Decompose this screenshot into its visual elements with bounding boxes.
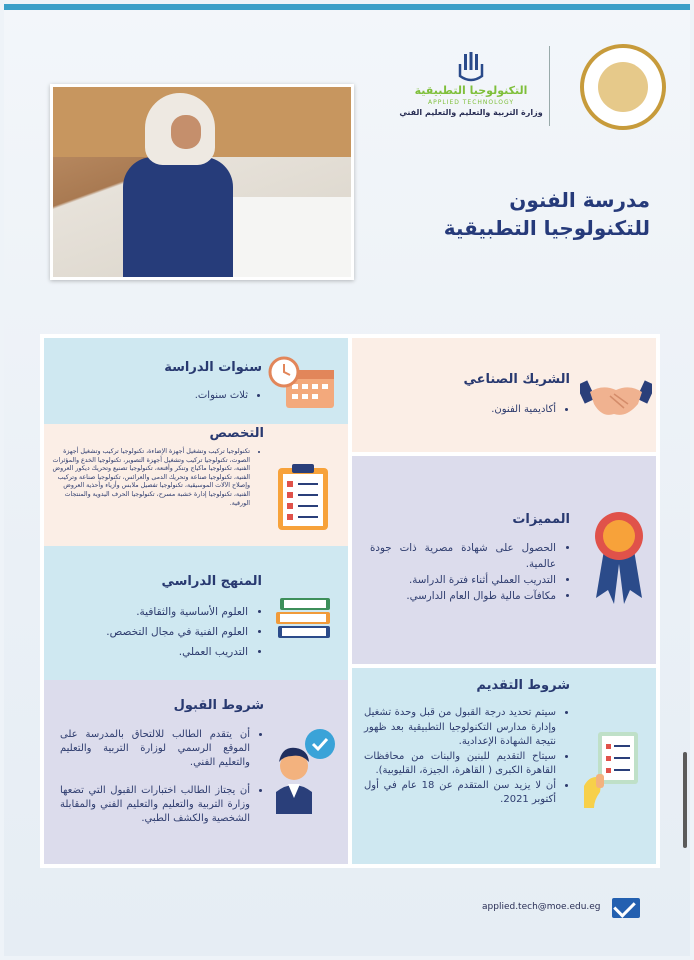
ministry-emblem-icon	[580, 44, 666, 130]
flyer-page	[4, 4, 690, 956]
list-item: • أن يجتاز الطالب اختبارات القبول التي تضعها وزارة التربية والتعليم والتعليم الفني والمقابلة الشخصية والكشف الطبي.	[60, 784, 250, 826]
admission-section	[44, 680, 348, 864]
logo-divider	[549, 46, 550, 126]
application-list	[364, 706, 570, 808]
admission-title: شروط القبول	[173, 698, 264, 713]
list-item: • أكاديمية الفنون.	[370, 402, 556, 417]
list-item: • الحصول على شهادة مصرية ذات جودة عالمية.	[370, 540, 556, 572]
years-list	[62, 388, 262, 403]
top-accent-bar	[4, 4, 690, 10]
checklist-hand-icon	[580, 728, 642, 810]
logo-header	[396, 44, 666, 134]
specialization-title: التخصص	[209, 426, 264, 441]
curriculum-title: المنهج الدراسي	[161, 574, 262, 589]
years-title: سنوات الدراسة	[164, 360, 262, 375]
student-photo	[50, 84, 354, 280]
books-icon	[274, 594, 334, 644]
list-item: • أن يتقدم الطالب للالتحاق بالمدرسة على الموقع الرسمي لوزارة التربية والتعليم والتعليم الفني.	[60, 728, 250, 770]
features-list	[370, 540, 570, 604]
specialization-list	[52, 448, 264, 508]
school-title-line1: مدرسة الفنون	[509, 188, 650, 212]
applied-technology-logo-icon	[456, 50, 486, 86]
clipboard-icon	[276, 462, 330, 532]
application-title: شروط التقديم	[476, 678, 570, 693]
ministry-name: وزارة التربية والتعليم والتعليم الفني	[399, 108, 543, 117]
application-section	[352, 668, 656, 864]
scrollbar[interactable]	[683, 752, 687, 848]
list-item: • ثلاث سنوات.	[62, 388, 248, 403]
list-item: • تكنولوجيا تركيب وتشغيل أجهزة الإضاءة، تكنولوجيا تركيب وتشغيل أجهزة الصوت، تكنولوجيا تركيب وتشغيل أجهزة التصوير، تكنولوجيا الخدع والمؤثرات الفنية، تكنولوجيا ماكياج وتنكر وأقنعة، تكنولوجيا تصنيع وتحريك ديكور العروض الفنية، تكنولوجيا صناعة وتحريك الدمى والعرائس، تكنولوجيا صناعة وتركيب وإصلاح الآلات الموسيقية، تكنولوجيا تفصيل ملابس وأزياء وأحذية العروض الفنية، تكنولوجيا إدارة خشبة مسرح، تكنولوجيا الحرف اليدوية والمنتجات الورقية.	[52, 448, 250, 508]
features-section	[352, 456, 656, 664]
curriculum-list	[52, 602, 262, 662]
list-item: • التدريب العملي.	[52, 642, 248, 662]
partner-list	[370, 402, 570, 417]
list-item: • سيتاح التقديم للبنين والبنات من محافظات القاهرة الكبرى ( القاهرة، الجيزة، القليوبية).	[364, 750, 556, 779]
specialization-section	[44, 424, 348, 546]
handshake-icon	[580, 374, 652, 420]
admission-list	[60, 728, 264, 826]
list-item: • التدريب العملي أثناء فترة الدراسة.	[370, 572, 556, 588]
school-title	[384, 186, 650, 242]
years-section	[44, 338, 348, 424]
list-item: • أن لا يزيد سن المتقدم عن 18 عام في أول أكتوبر 2021.	[364, 779, 556, 808]
partner-section	[352, 338, 656, 452]
list-item: • سيتم تحديد درجة القبول من قبل وحدة تشغيل وإدارة مدارس التكنولوجيا التطبيقية بعد ظهور نتيجة الشهادة الإعدادية.	[364, 706, 556, 750]
curriculum-section	[44, 546, 348, 680]
list-item: • العلوم الفنية في مجال التخصص.	[52, 622, 248, 642]
list-item: • مكافآت مالية طوال العام الدارسي.	[370, 588, 556, 604]
info-grid	[40, 334, 660, 868]
features-title: المميزات	[512, 512, 570, 527]
student-check-icon	[264, 726, 344, 814]
contact-email[interactable]: applied.tech@moe.edu.eg	[482, 902, 601, 912]
award-ribbon-icon	[592, 510, 646, 606]
list-item: • العلوم الأساسية والثقافية.	[52, 602, 248, 622]
school-title-line2: للتكنولوجيا التطبيقية	[443, 216, 650, 240]
mail-icon	[612, 898, 640, 918]
calendar-clock-icon	[268, 356, 338, 412]
applied-technology-subtitle: APPLIED TECHNOLOGY	[427, 99, 514, 106]
partner-title: الشريك الصناعي	[463, 372, 570, 387]
applied-technology-title: التكنولوجيا التطبيقية	[414, 84, 528, 97]
